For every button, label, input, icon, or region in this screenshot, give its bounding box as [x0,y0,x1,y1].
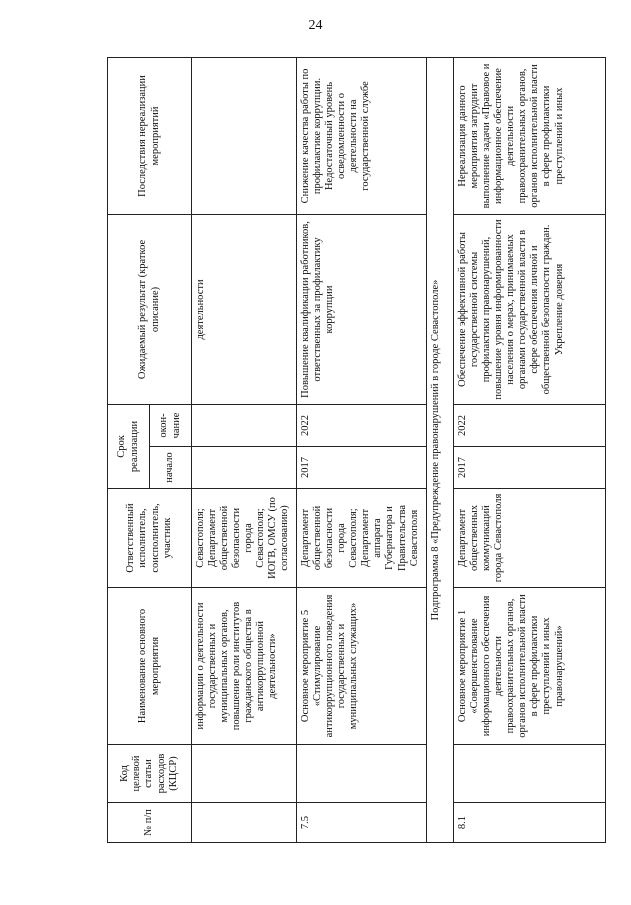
row-result: Обеспечение эффективной работы государственной системы профилактики правонарушений, повышение уровня информированности населения о мерах, принимаемых органами государственной власти в сфере обеспечения личной и общественной безопасности граждан. Укрепление доверия [454,214,606,404]
row-start [192,447,297,489]
row-end: 2022 [454,404,606,446]
row-num [192,803,297,843]
header-period: Срок реализации [108,404,150,488]
table-row [192,57,297,842]
row-num: 8.1 [454,803,606,843]
row-result: деятельности [192,214,297,404]
row-name: Основное мероприятие 5 «Стимулирование антикоррупционного поведения государственных и муниципальных служащих» [297,588,427,745]
page-number: 24 [308,18,323,33]
header-num: № п/п [108,803,192,843]
row-code [192,745,297,803]
header-consequences: Последствия нереализации мероприятий [108,57,192,214]
row-start: 2017 [454,447,606,489]
header-code: Код целевой статьи расходов (КЦСР) [108,745,192,803]
header-row [108,57,150,842]
row-code [297,745,427,803]
row-name: информации о деятельности государственных и муниципальных органов, повышение роли институтов гражданского общества в антикоррупционной деятельности» [192,588,297,745]
row-responsible: Севастополя; Департамент общественной безопасности города Севастополя; ИОГВ, ОМСУ (по согласованию) [192,489,297,588]
row-consequences: Снижение качества работы по профилактике коррупции. Недостаточный уровень осведомленности о деятельности на государственной службе [297,57,427,214]
row-code [454,745,606,803]
rotated-table-container [107,58,602,843]
row-num: 7.5 [297,803,427,843]
row-consequences [192,57,297,214]
header-end: окон-чание [150,404,192,446]
row-result: Повышение квалификации работников, ответственных за профилактику коррупции [297,214,427,404]
measures-table [107,57,606,843]
section-title: Подпрограмма 8 «Предупреждение правонарушений в городе Севастополе» [427,57,454,842]
row-end: 2022 [297,404,427,446]
row-start: 2017 [297,447,427,489]
row-consequences: Нереализация данного мероприятия затруднит выполнение задачи «Правовое и информационное обеспечение деятельности правоохранительных органов, органов исполнительной власти в сфере профилактики преступлений и иных [454,57,606,214]
row-end [192,404,297,446]
table-row [454,57,606,842]
row-name: Основное мероприятие 1 «Совершенствование информационного обеспечения деятельности правоохранительных органов, органов исполнительной власти в сфере профилактики преступлений и иных правонарушений» [454,588,606,745]
header-name: Наименование основного мероприятия [108,588,192,745]
row-responsible: Департамент общественной безопасности города Севастополя; Департамент аппарата Губернатора и Правительства Севастополя [297,489,427,588]
header-start: начало [150,447,192,489]
row-responsible: Департамент общественных коммуникаций города Севастополя [454,489,606,588]
section-row [427,57,454,842]
header-responsible: Ответственный исполнитель, соисполнитель, участник [108,489,192,588]
header-result: Ожидаемый результат (краткое описание) [108,214,192,404]
table-row [297,57,427,842]
